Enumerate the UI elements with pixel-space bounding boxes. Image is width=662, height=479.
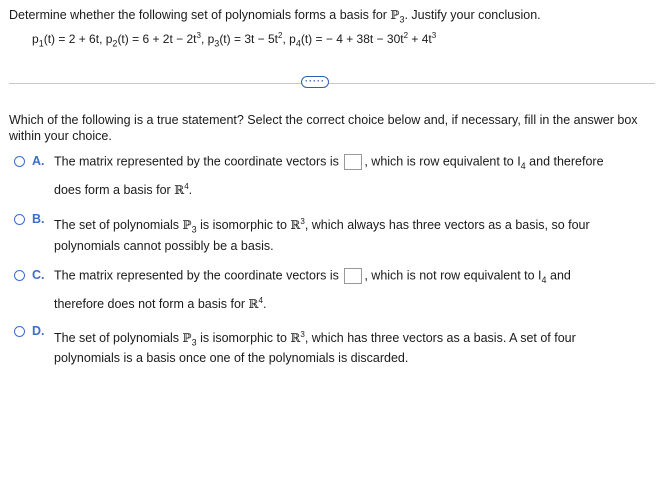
choice-d-letter: D. (32, 324, 45, 338)
more-button[interactable]: ····· (301, 76, 329, 88)
choice-b-radio[interactable] (14, 214, 25, 225)
choice-c-line1: The matrix represented by the coordinate vectors is , which is not row equivalent to $I_4$ and (54, 268, 571, 285)
polynomial-list (32, 31, 437, 49)
choice-c-line2: therefore does not form a basis for ℝ$^4$. (54, 295, 267, 311)
choice-a-line1: The matrix represented by the coordinate vectors is , which is row equivalent to $I_4$ and therefore (54, 154, 604, 171)
choice-b-line2: polynomials cannot possibly be a basis. (54, 239, 274, 253)
poly-3: $p_3(t) = 3t - 5t^2$, (207, 31, 290, 49)
choice-b-line1: The set of polynomials ℙ$_3$ is isomorphic to ℝ$^3$, which always has three vectors as a basis, so four (54, 216, 590, 235)
choice-c-answer-box[interactable] (344, 268, 362, 284)
choice-d-line2: polynomials is a basis once one of the polynomials is discarded. (54, 351, 409, 365)
poly-1: $p_1(t) = 2 + 6t$, (32, 32, 106, 49)
choice-b-letter: B. (32, 212, 45, 226)
choice-a-letter: A. (32, 154, 45, 168)
choice-d-radio[interactable] (14, 326, 25, 337)
question-text: Determine whether the following set of polynomials forms a basis for ℙ$_3$. Justify your conclusion. (9, 8, 541, 25)
poly-4: $p_4(t)$ = − $4 + 38t - 30t^2 + 4t^3$ (289, 31, 437, 49)
choice-a-radio[interactable] (14, 156, 25, 167)
section-divider (9, 83, 655, 84)
choice-d-line1: The set of polynomials ℙ$_3$ is isomorphic to ℝ$^3$, which has three vectors as a basis. A set of four (54, 329, 576, 348)
choice-a-answer-box[interactable] (344, 154, 362, 170)
poly-2: $p_2(t) = 6 + 2t - 2t^3$, (105, 31, 208, 49)
instruction-text: Which of the following is a true statement? Select the correct choice below and, if necessary, fill in the answer box within your choice. (9, 113, 638, 143)
choice-c-letter: C. (32, 268, 45, 282)
choice-a-line2: does form a basis for ℝ$^4$. (54, 181, 193, 197)
choice-c-radio[interactable] (14, 270, 25, 281)
